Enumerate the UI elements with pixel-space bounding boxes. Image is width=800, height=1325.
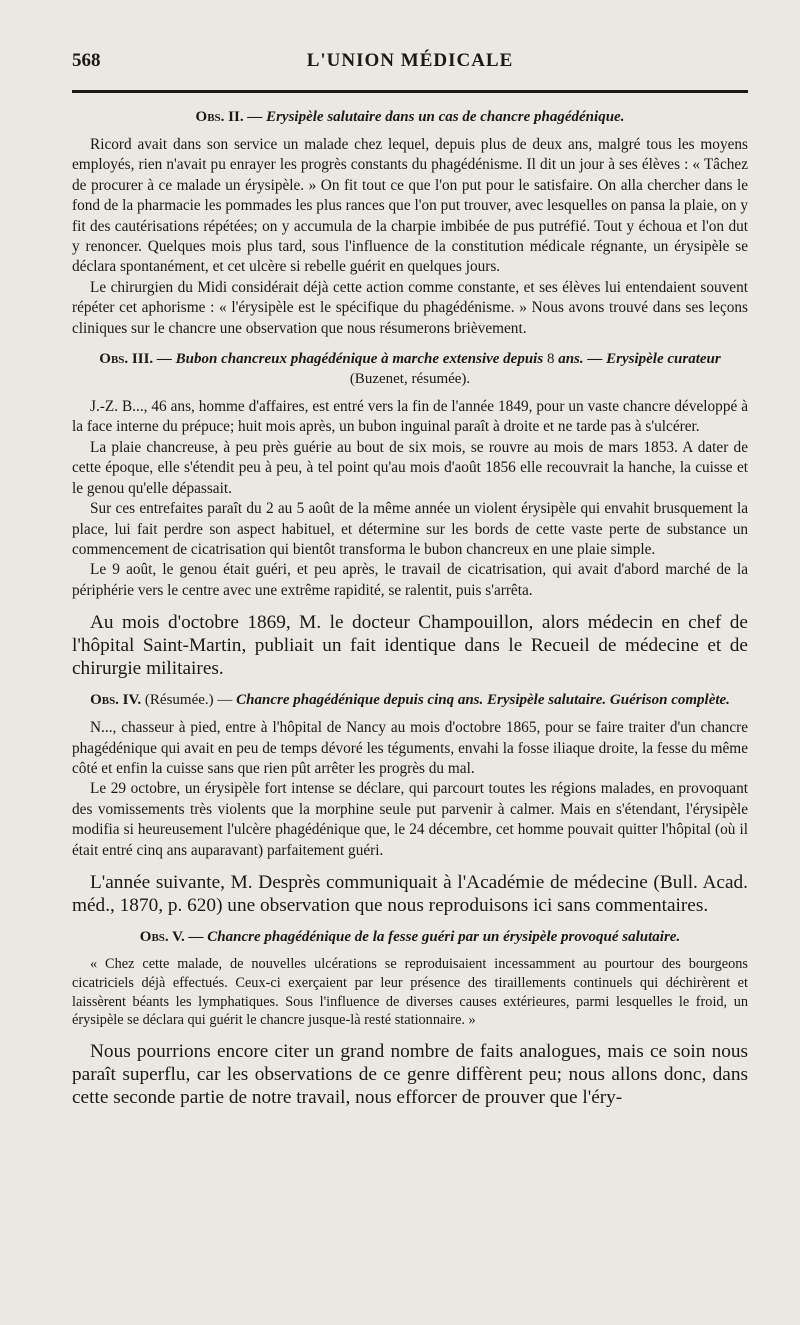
observation-4 [72,690,748,861]
observation-4-title [72,690,748,710]
observation-3 [72,349,748,601]
observation-5 [72,927,748,1030]
header-rule [72,90,748,93]
observation-label: Obs. V. [139,928,185,945]
observation-heading: — Chancre phagédénique de la fesse guéri par un érysipèle provoqué salutaire. [188,928,681,945]
observation-note: (Résumée.) — [144,692,233,709]
paragraph: Ricord avait dans son service un malade chez lequel, depuis plus de deux ans, malgré tous les moyens employés, rien n'avait pu enrayer les progrès constants du phagédénisme. Il dit un jour à ses élèves : « Tâchez de procurer à ce malade un érysipèle. » On fit tout ce que l'on put pour le satisfaire. On alla chercher dans le fond de la pharmacie les pommades les plus rances que l'on put trouver, avec lesquelles on pansa la plaie, on y fit des cautérisations répétées; on y accumula de la charpie imbibée de pus putréfié. Tout y échoua et l'on dut y renoncer. Quelques mois plus tard, sous l'influence de la constitution médicale régnante, un érysipèle se déclara spontanément, et cet ulcère si rebelle guérit en quelques jours. [72,136,748,276]
observation-heading-number: 8 [546,351,555,368]
paragraph-despres: L'année suivante, M. Desprès communiquait à l'Académie de médecine (Bull. Acad. méd., 1870, p. 620) une observation que nous reproduisons ici sans commentaires. [72,871,748,916]
observation-heading: — Erysipèle salutaire dans un cas de chancre phagédénique. [247,109,625,125]
observation-heading: Chancre phagédénique depuis cinq ans. Erysipèle salutaire. Guérison complète. [236,692,730,709]
observation-label: Obs. II. [195,109,244,125]
paragraph: La plaie chancreuse, à peu près guérie au bout de six mois, se rouvre au mois de mars 1853. A dater de cette époque, elle s'étendit peu à peu, à tel point qu'au mois d'août 1856 elle recouvrait la hanche, la cuisse et le genou qu'elle dépassait. [72,438,748,497]
observation-2 [72,107,748,339]
page-header [72,50,748,78]
paragraph-champouillon: Au mois d'octobre 1869, M. le docteur Champouillon, alors médecin en chef de l'hôpital Saint-Martin, publiait un fait identique dans le Recueil de médecine et de chirurgie militaires. [72,612,748,680]
observation-source: (Buzenet, résumée). [349,371,471,388]
paragraph-final: Nous pourrions encore citer un grand nombre de faits analogues, mais ce soin nous paraît superflu, car les observations de ce genre diffèrent peu; nous allons donc, dans cette seconde partie de notre travail, nous efforcer de prouver que l'éry- [72,1041,748,1109]
observation-label: Obs. IV. [90,692,142,709]
paragraph: Le 9 août, le genou était guéri, et peu après, le travail de cicatrisation, qui avait d'abord marché de la périphérie vers le centre avec une extrême rapidité, se ralentit, puis s'arrêta. [72,561,748,599]
paragraph: N..., chasseur à pied, entre à l'hôpital de Nancy au mois d'octobre 1865, pour se faire traiter d'un chancre phagédénique qui avait en peu de temps dévoré les téguments, envahi la fosse iliaque droite, la fesse du même côté et enfin la cuisse sans que rien pût arrêter les progrès du mal. [72,719,748,777]
quoted-paragraph: « Chez cette malade, de nouvelles ulcérations se reproduisaient incessamment au pourtour des bourgeons cicatriciels déjà effectués. Ceux-ci exerçaient par leur présence des tiraillements continuels qui déchirèrent et laissèrent béants les lymphatiques. Sous l'influence de diverses causes extérieures, parmi lesquelles le froid, un érysipèle se déclara qui guérit le chancre jusque-là resté stationnaire. » [72,955,748,1029]
paragraph: Sur ces entrefaites paraît du 2 au 5 août de la même année un violent érysipèle qui envahit brusquement la place, lui fait perdre son aspect habituel, et détermine sur les bords de cette vaste perte de substance un commencement de cicatrisation qui bientôt transforma le bubon chancreux en une plaie simple. [72,500,748,558]
observation-heading-continued: ans. — Erysipèle curateur [558,351,721,368]
observation-5-title [72,927,748,947]
paragraph: Le chirurgien du Midi considérait déjà cette action comme constante, et ses élèves lui entendaient souvent répéter cet aphorisme : « l'érysipèle est le spécifique du phagédénisme. » Nous avons trouvé dans ses leçons cliniques sur le chancre une observation que nous résumerons brièvement. [72,278,748,337]
observation-2-title [72,107,748,127]
paragraph: J.-Z. B..., 46 ans, homme d'affaires, est entré vers la fin de l'année 1849, pour un vaste chancre développé à la face interne du prépuce; huit mois après, un bubon inguinal paraît à droite et ne tarde pas à s'ulcérer. [72,398,748,436]
observation-3-title [72,349,748,389]
observation-label: Obs. III. [99,351,154,368]
page-number: 568 [72,50,101,71]
running-title: L'UNION MÉDICALE [306,50,514,71]
observation-heading: — Bubon chancreux phagédénique à marche extensive depuis [156,351,544,368]
paragraph: Le 29 octobre, un érysipèle fort intense se déclare, qui parcourt toutes les régions malades, en provoquant des vomissements très violents que la morphine seule put parvenir à calmer. Mais en s'étendant, l'érysipèle modifia si heureusement l'ulcère phagédénique que, le 24 décembre, cet homme pouvait quitter l'hôpital (où il était entré cinq ans auparavant) parfaitement guéri. [72,780,748,859]
